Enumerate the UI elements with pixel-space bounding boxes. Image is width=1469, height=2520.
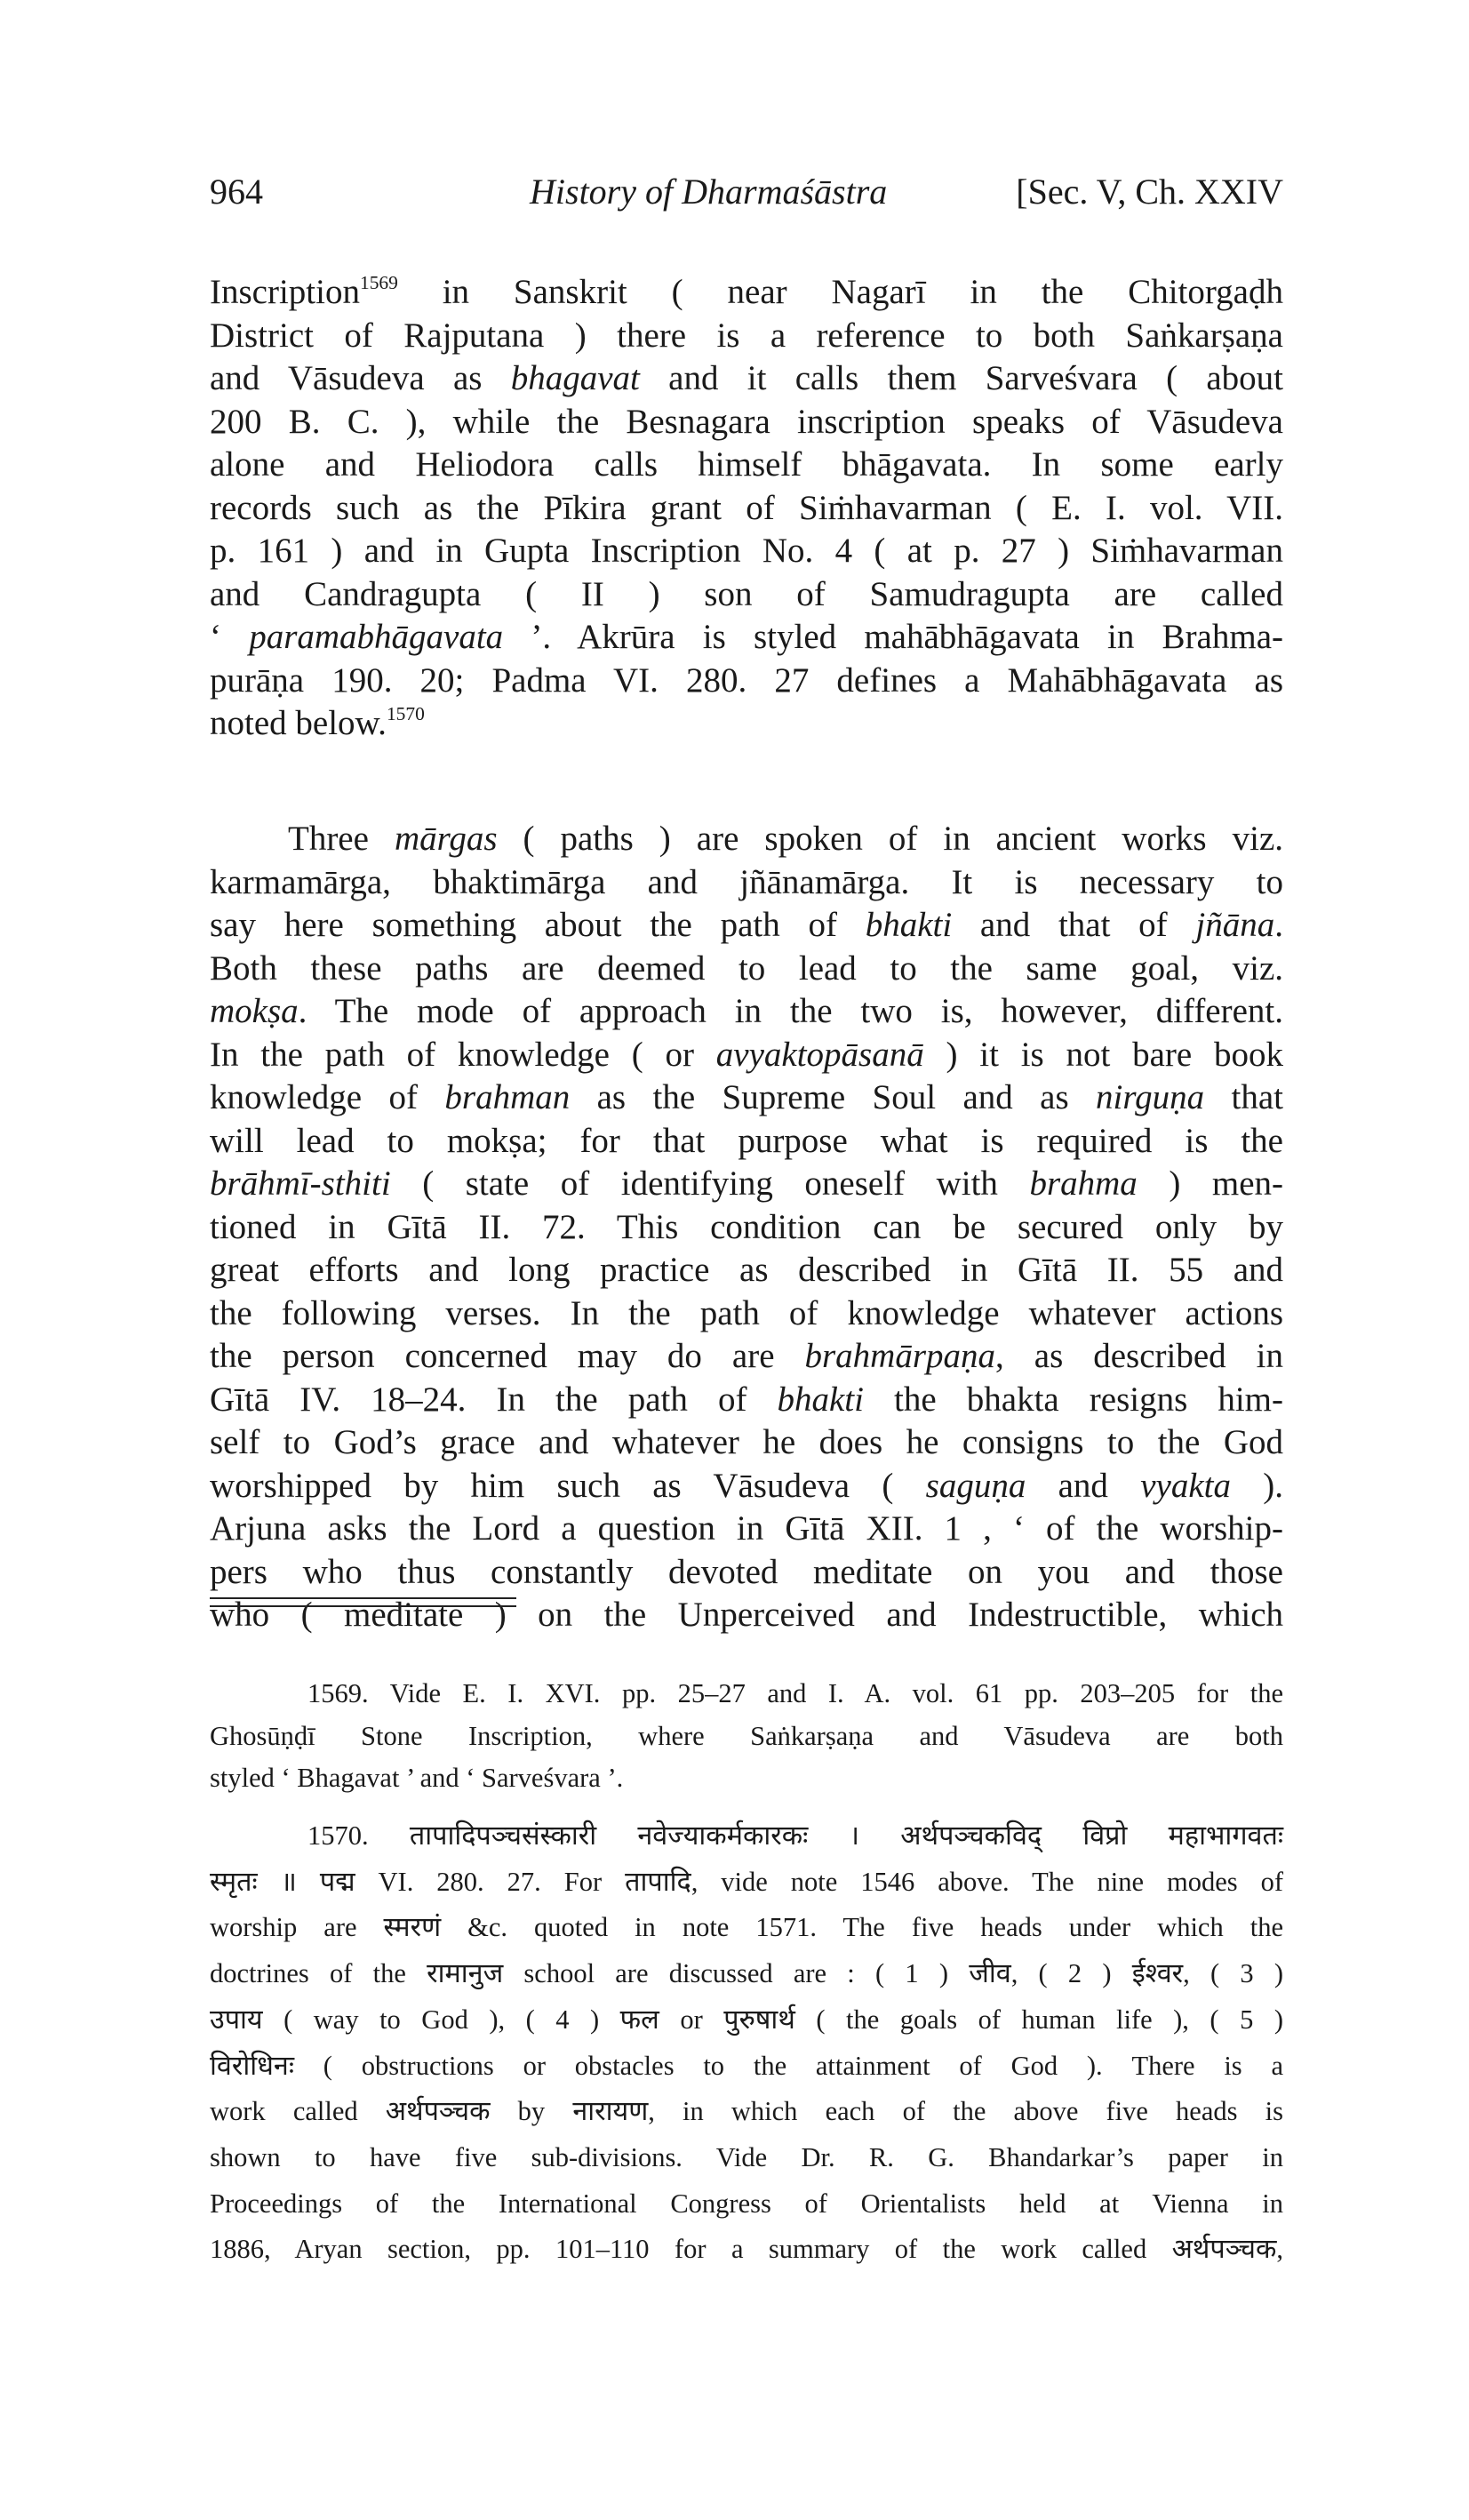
text-run: विरोधिनः ( obstructions or obstacles to the attainment of God ). There is a	[210, 2050, 1283, 2081]
text-run: ) it is not bare book	[923, 1035, 1283, 1074]
text-run: karmamārga, bhaktimārga and jñānamārga. It is necessary to	[210, 862, 1283, 901]
text-line	[210, 1508, 1283, 1551]
text-run: self to God’s grace and whatever he does he consigns to the God	[210, 1423, 1283, 1461]
text-run: doctrines of the रामानुज school are discussed are : ( 1 ) जीव, ( 2 ) ईश्वर, ( 3 )	[210, 1958, 1283, 1989]
text-run: who ( meditate ) on the Unperceived and Indestructible, which	[210, 1596, 1283, 1634]
text-line	[210, 1249, 1283, 1292]
text-run: in Sanskrit ( near Nagarī in the Chitorgaḍh	[397, 273, 1283, 311]
italic-term: paramabhāgavata	[249, 618, 504, 656]
text-run: Ghosūṇḍī Stone Inscription, where Saṅkarṣaṇa and Vāsudeva are both	[210, 1720, 1283, 1751]
text-line	[210, 2135, 1283, 2181]
text-run: In the path of knowledge ( or	[210, 1035, 716, 1074]
text-run: 200 B. C. ), while the Besnagara inscription speaks of Vāsudeva	[210, 402, 1283, 441]
text-line	[210, 1120, 1283, 1164]
text-line	[210, 904, 1283, 948]
text-run: great efforts and long practice as described in Gītā II. 55 and	[210, 1251, 1283, 1289]
text-line	[210, 861, 1283, 905]
text-run: will lead to mokṣa; for that purpose what is required is the	[210, 1121, 1283, 1160]
italic-term: mokṣa	[210, 992, 299, 1030]
text-run: 1886, Aryan section, pp. 101–110 for a summary of the work called अर्थपञ्चक,	[210, 2234, 1283, 2265]
footnote-reference: 1570	[386, 702, 425, 724]
text-run: alone and Heliodora calls himself bhāgavata. In some early	[210, 445, 1283, 484]
italic-term: saguṇa	[925, 1466, 1026, 1505]
text-run: pers who thus constantly devoted meditate on you and those	[210, 1552, 1283, 1591]
text-run: and it calls them Sarveśvara ( about	[639, 359, 1283, 397]
text-line	[210, 2044, 1283, 2090]
text-run: ’. Akrūra is styled mahābhāgavata in Brahma-	[503, 618, 1284, 656]
text-run: and Vāsudeva as	[210, 359, 511, 397]
text-line	[210, 1905, 1283, 1951]
text-run: स्मृतः ॥ पद्म VI. 280. 27. For तापादि, vide note 1546 above. The nine modes of	[210, 1866, 1283, 1897]
text-line	[210, 1997, 1283, 2044]
text-line	[210, 401, 1283, 444]
text-run: ) men-	[1137, 1164, 1283, 1203]
text-line	[210, 444, 1283, 487]
italic-term: brāhmī-sthiti	[210, 1164, 391, 1203]
book-title: History of Dharmaśāstra	[530, 172, 888, 212]
text-line	[210, 818, 1283, 861]
text-run: as the Supreme Soul and as	[570, 1078, 1097, 1116]
text-run: Proceedings of the International Congress of Orientalists held at Vienna in	[210, 2188, 1283, 2219]
paragraph-2	[210, 818, 1283, 1637]
text-run: that	[1204, 1078, 1283, 1116]
text-run: and that of	[952, 906, 1196, 944]
text-line	[210, 530, 1283, 573]
text-line	[210, 357, 1283, 401]
text-run: the bhakta resigns him-	[863, 1380, 1283, 1419]
italic-term: bhakti	[865, 906, 953, 944]
text-line	[210, 2181, 1283, 2228]
text-line	[210, 1951, 1283, 1997]
text-run: say here something about the path of	[210, 906, 866, 944]
italic-term: brahman	[444, 1078, 571, 1116]
text-run: ( paths ) are spoken of in ancient works viz.	[497, 820, 1283, 858]
text-line	[210, 1757, 1283, 1800]
text-line	[210, 2227, 1283, 2273]
text-line	[210, 1034, 1283, 1077]
footnote-1569	[210, 1673, 1283, 1800]
text-line	[210, 315, 1283, 358]
text-run: shown to have five sub-divisions. Vide Dr. R. G. Bhandarkar’s paper in	[210, 2141, 1283, 2172]
text-line	[210, 1813, 1283, 1860]
paragraph-1	[210, 271, 1283, 746]
italic-term: bhagavat	[510, 359, 640, 397]
text-run: District of Rajputana ) there is a reference to both Saṅkarṣaṇa	[210, 316, 1283, 355]
text-run: Both these paths are deemed to lead to the same goal, viz.	[210, 948, 1283, 988]
text-line	[210, 2089, 1283, 2135]
text-line	[210, 1206, 1283, 1250]
italic-term: bhakti	[777, 1380, 864, 1419]
text-run: work called अर्थपञ्चक by नारायण, in which each of the above five heads is	[210, 2096, 1283, 2127]
text-run: worshipped by him such as Vāsudeva (	[210, 1466, 926, 1505]
text-line	[210, 1673, 1283, 1716]
italic-term: vyakta	[1140, 1466, 1231, 1505]
text-line	[210, 702, 1283, 746]
text-run: . The mode of approach in the two is, however, different.	[298, 992, 1283, 1030]
text-run: the following verses. In the path of knowledge whatever actions	[210, 1293, 1283, 1332]
text-run: worship are स्मरणं &c. quoted in note 1571. The five heads under which the	[210, 1912, 1283, 1943]
text-run: , as described in	[995, 1337, 1283, 1375]
text-run: 1569. Vide E. I. XVI. pp. 25–27 and I. A. vol. 61 pp. 203–205 for the	[307, 1678, 1283, 1708]
italic-term: mārgas	[394, 820, 498, 858]
text-line	[210, 948, 1283, 991]
text-line	[210, 1163, 1283, 1206]
text-run: p. 161 ) and in Gupta Inscription No. 4 ( at p. 27 ) Siṁhavarman	[210, 532, 1283, 570]
text-run: ( state of identifying oneself with	[390, 1164, 1030, 1203]
italic-term: avyaktopāsanā	[715, 1035, 924, 1074]
text-run: purāṇa 190. 20; Padma VI. 280. 27 defines a Mahābhāgavata as	[210, 660, 1283, 700]
text-line	[210, 487, 1283, 531]
text-run: and	[1026, 1466, 1141, 1505]
text-run: ‘	[210, 618, 250, 656]
running-header	[210, 171, 1283, 215]
text-run: Three	[288, 820, 395, 858]
text-run: 1570. तापादिपञ्चसंस्कारी नवेज्याकर्मकारकः । अर्थपञ्चकविद् विप्रो महाभागवतः	[307, 1820, 1283, 1851]
text-line	[210, 271, 1283, 315]
italic-term: nirguṇa	[1096, 1078, 1205, 1116]
text-line	[210, 1379, 1283, 1422]
footnote-divider	[210, 1605, 516, 1607]
text-line	[210, 1292, 1283, 1336]
text-run: ).	[1230, 1466, 1283, 1505]
text-line	[210, 1465, 1283, 1508]
text-line	[210, 1860, 1283, 1906]
text-line	[210, 1594, 1283, 1637]
text-line	[210, 573, 1283, 617]
footnote-reference: 1569	[359, 271, 398, 293]
text-run: Arjuna asks the Lord a question in Gītā XII. 1 , ‘ of the worship-	[210, 1509, 1283, 1548]
text-run: Inscription	[210, 273, 360, 311]
text-run: the person concerned may do are	[210, 1337, 805, 1375]
page-number: 964	[210, 172, 263, 212]
text-line	[210, 990, 1283, 1034]
text-run: .	[1274, 906, 1283, 944]
section-reference: [Sec. V, Ch. XXIV	[1016, 172, 1283, 212]
italic-term: brahma	[1029, 1164, 1138, 1203]
text-run: and Candragupta ( II ) son of Samudragupta are called	[210, 574, 1283, 613]
footnote-divider	[210, 1597, 516, 1599]
text-line	[210, 1076, 1283, 1120]
text-run: उपाय ( way to God ), ( 4 ) फल or पुरुषार्थ ( the goals of human life ), ( 5 )	[210, 2004, 1283, 2035]
text-line	[210, 1421, 1283, 1465]
text-run: noted below.	[210, 704, 387, 742]
text-line	[210, 1551, 1283, 1595]
text-line	[210, 616, 1283, 660]
text-run: Gītā IV. 18–24. In the path of	[210, 1380, 778, 1419]
text-line	[210, 1335, 1283, 1379]
text-run: styled ‘ Bhagavat ’ and ‘ Sarveśvara ’.	[210, 1763, 624, 1793]
text-run: records such as the Pīkira grant of Siṁhavarman ( E. I. vol. VII.	[210, 488, 1283, 527]
footnote-1570	[210, 1813, 1283, 2273]
text-run: tioned in Gītā II. 72. This condition can be secured only by	[210, 1207, 1283, 1246]
text-run: knowledge of	[210, 1078, 445, 1116]
italic-term: jñāna	[1195, 906, 1275, 944]
italic-term: brahmārpaṇa	[804, 1337, 996, 1375]
text-line	[210, 660, 1283, 703]
text-line	[210, 1716, 1283, 1758]
